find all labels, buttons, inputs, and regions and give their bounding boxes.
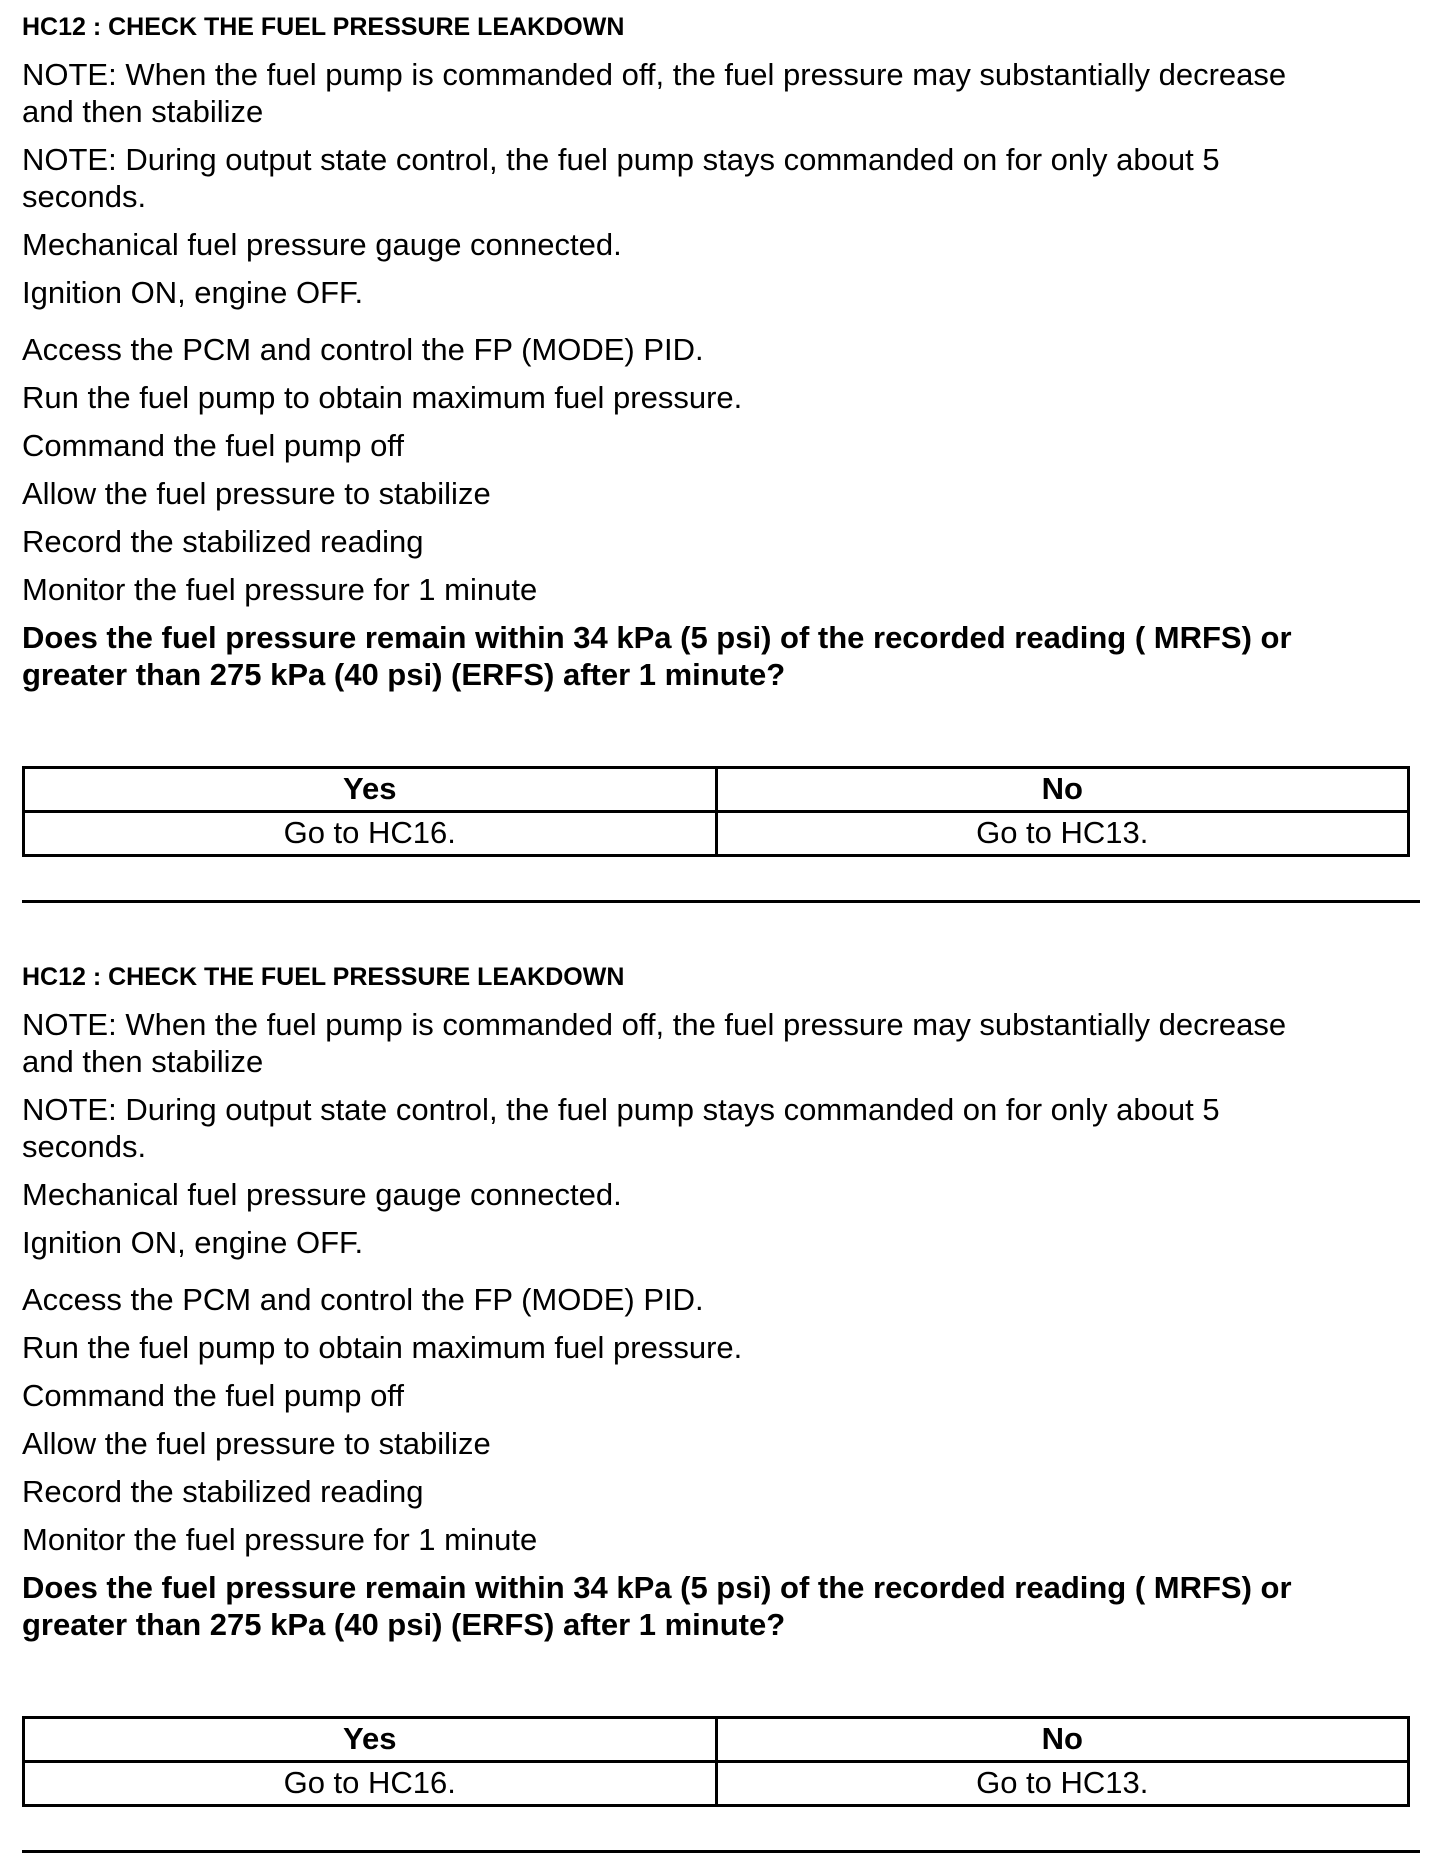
gauge-condition: Mechanical fuel pressure gauge connected.	[22, 227, 622, 262]
answer-header-no: No	[716, 768, 1409, 812]
note-line: and then stabilize	[22, 1044, 264, 1079]
answer-table	[22, 1716, 1410, 1807]
step-item: Access the PCM and control the FP (MODE) PID.	[22, 332, 704, 367]
note-line: seconds.	[22, 1129, 147, 1164]
answer-cell-yes: Go to HC16.	[24, 812, 717, 856]
step-item: Allow the fuel pressure to stabilize	[22, 1426, 491, 1461]
note-line: NOTE: When the fuel pump is commanded off, the fuel pressure may substantially decrease	[22, 1007, 1287, 1042]
note-output-state-control	[22, 1091, 1422, 1165]
step-item: Command the fuel pump off	[22, 1378, 404, 1413]
question-line: greater than 275 kPa (40 psi) (ERFS) after 1 minute?	[22, 1607, 786, 1642]
question-line: Does the fuel pressure remain within 34 kPa (5 psi) of the recorded reading ( MRFS) or	[22, 620, 1292, 655]
step-item: Command the fuel pump off	[22, 428, 404, 463]
section-divider	[22, 900, 1420, 903]
answer-table-header-row	[24, 768, 1409, 812]
step-item: Allow the fuel pressure to stabilize	[22, 476, 491, 511]
answer-header-yes: Yes	[24, 768, 717, 812]
ignition-condition: Ignition ON, engine OFF.	[22, 1225, 364, 1260]
answer-cell-no: Go to HC13.	[716, 812, 1409, 856]
step-item: Run the fuel pump to obtain maximum fuel pressure.	[22, 1330, 743, 1365]
answer-header-no: No	[716, 1718, 1409, 1762]
step-item: Record the stabilized reading	[22, 524, 424, 559]
note-output-state-control	[22, 141, 1422, 215]
note-line: NOTE: During output state control, the fuel pump stays commanded on for only about 5	[22, 1092, 1220, 1127]
step-item: Record the stabilized reading	[22, 1474, 424, 1509]
step-item: Access the PCM and control the FP (MODE) PID.	[22, 1282, 704, 1317]
note-line: seconds.	[22, 179, 147, 214]
decision-question	[22, 619, 1422, 693]
note-fuel-pump-off	[22, 1006, 1422, 1080]
procedure-section-2	[22, 960, 1422, 1800]
answer-table-row	[24, 1762, 1409, 1806]
step-item: Monitor the fuel pressure for 1 minute	[22, 1522, 538, 1557]
answer-table-header-row	[24, 1718, 1409, 1762]
answer-header-yes: Yes	[24, 1718, 717, 1762]
section-heading: HC12 : CHECK THE FUEL PRESSURE LEAKDOWN	[22, 963, 625, 991]
answer-cell-yes: Go to HC16.	[24, 1762, 717, 1806]
note-line: NOTE: When the fuel pump is commanded off, the fuel pressure may substantially decrease	[22, 57, 1287, 92]
answer-cell-no: Go to HC13.	[716, 1762, 1409, 1806]
note-line: NOTE: During output state control, the fuel pump stays commanded on for only about 5	[22, 142, 1220, 177]
step-item: Run the fuel pump to obtain maximum fuel pressure.	[22, 380, 743, 415]
answer-table	[22, 766, 1410, 857]
note-line: and then stabilize	[22, 94, 264, 129]
section-heading: HC12 : CHECK THE FUEL PRESSURE LEAKDOWN	[22, 13, 625, 41]
ignition-condition: Ignition ON, engine OFF.	[22, 275, 364, 310]
step-list	[22, 1281, 1422, 1558]
answer-table-row	[24, 812, 1409, 856]
question-line: Does the fuel pressure remain within 34 kPa (5 psi) of the recorded reading ( MRFS) or	[22, 1570, 1292, 1605]
procedure-section-1	[22, 10, 1422, 850]
step-item: Monitor the fuel pressure for 1 minute	[22, 572, 538, 607]
question-line: greater than 275 kPa (40 psi) (ERFS) after 1 minute?	[22, 657, 786, 692]
decision-question	[22, 1569, 1422, 1643]
step-list	[22, 331, 1422, 608]
note-fuel-pump-off	[22, 56, 1422, 130]
gauge-condition: Mechanical fuel pressure gauge connected.	[22, 1177, 622, 1212]
